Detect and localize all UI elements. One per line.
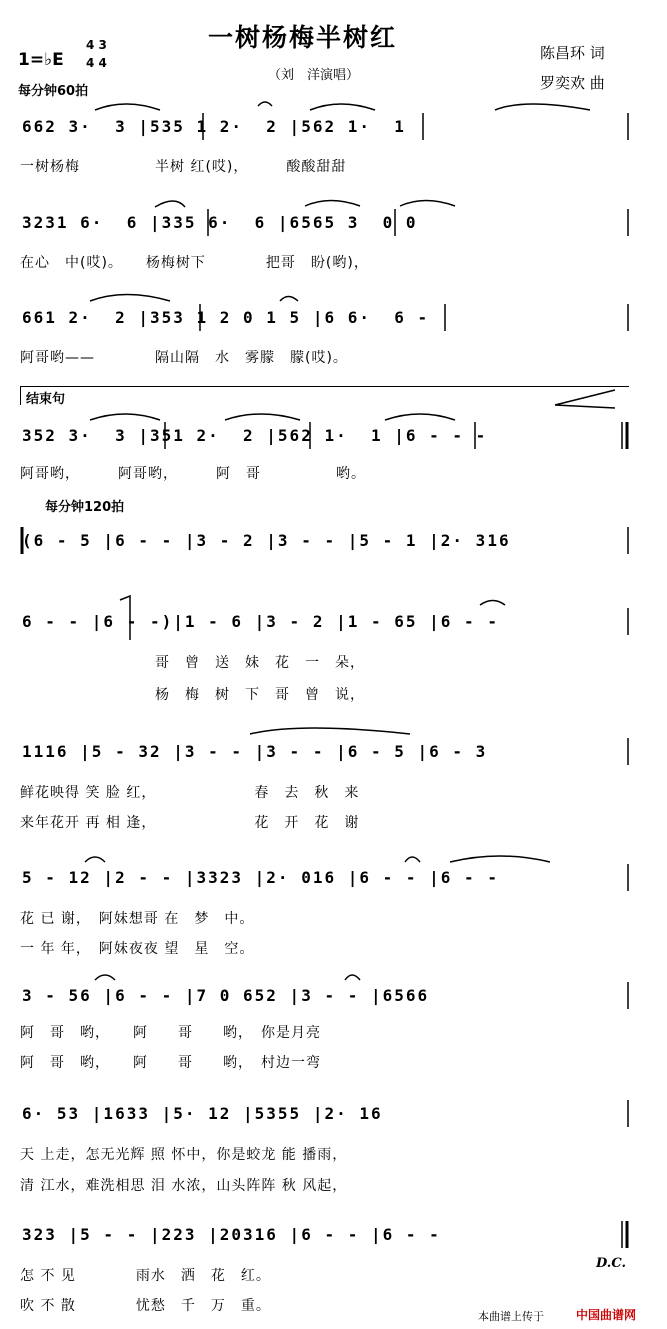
notation-line: 662 3· 3 |535 1 2· 2 |562 1· 1: [22, 117, 406, 136]
lyric-line: 天 上走，怎无光辉 照 怀中，你是蛟龙 能 播雨，: [20, 1147, 348, 1163]
tempo-marking: 每分钟120拍: [45, 500, 125, 515]
singer-credit: （刘 洋演唱）: [268, 68, 360, 83]
notation-line: 352 3· 3 |351 2· 2 |562 1· 1 |6 - - -: [22, 426, 488, 445]
song-title: 一树杨梅半树红: [208, 23, 398, 52]
notation-line: 1116 |5 - 32 |3 - - |3 - - |6 - 5 |6 - 3: [22, 742, 488, 761]
lyric-line: 阿哥哟—— 隔山隔 水 雾朦 朦(哎)。: [20, 350, 348, 366]
tempo-marking: 每分钟60拍: [18, 84, 89, 99]
notation-line: 6 - - |6 - -)|1 - 6 |3 - 2 |1 - 65 |6 - -: [22, 612, 499, 631]
lyric-line: 一 年 年， 阿妹夜夜 望 星 空。: [20, 941, 255, 957]
key-signature: 1=♭E: [18, 50, 64, 70]
lyric-line: 阿 哥 哟， 阿 哥 哟， 你是月亮: [20, 1025, 321, 1041]
time-signature-bottom: 4 4: [86, 56, 107, 70]
upload-note: 本曲谱上传于: [478, 1310, 544, 1323]
lyric-line: 清 江水，难洗相思 泪 水浓，山头阵阵 秋 风起，: [20, 1178, 348, 1194]
lyric-line: 哥 曾 送 妹 花 一 朵，: [20, 655, 365, 671]
lyric-line: 在心 中(哎)。 杨梅树下 把哥 盼(哟)，: [20, 255, 369, 271]
notation-line: 3231 6· 6 |335 6· 6 |6565 3 0 0: [22, 213, 418, 232]
lyric-line: 吹 不 散 忧愁 千 万 重。: [20, 1298, 271, 1314]
lyric-line: 一树杨梅 半树 红(哎)， 酸酸甜甜: [20, 159, 347, 175]
lyric-line: 杨 梅 树 下 哥 曾 说，: [20, 687, 365, 703]
lyric-line: 来年花开 再 相 逢， 花 开 花 谢: [20, 815, 360, 831]
notation-line: 3 - 56 |6 - - |7 0 652 |3 - - |6566: [22, 986, 430, 1005]
time-signature-top: 4 3: [86, 38, 107, 52]
ending-label: 结束句: [26, 392, 66, 407]
lyric-line: 阿哥哟， 阿哥哟， 阿 哥 哟。: [20, 466, 366, 482]
lyric-line: 花 已 谢， 阿妹想哥 在 梦 中。: [20, 911, 255, 927]
lyricist-credit: 陈昌环 词: [540, 44, 605, 62]
lyric-line: 怎 不 见 雨水 洒 花 红。: [20, 1268, 271, 1284]
notation-line: 5 - 12 |2 - - |3323 |2· 016 |6 - - |6 - -: [22, 868, 499, 887]
notation-line: 661 2· 2 |353 1 2 0 1 5 |6 6· 6 -: [22, 308, 430, 327]
site-logo: 中国曲谱网: [576, 1308, 637, 1322]
composer-credit: 罗奕欢 曲: [540, 74, 605, 92]
notation-line: (6 - 5 |6 - - |3 - 2 |3 - - |5 - 1 |2· 316: [22, 531, 511, 550]
lyric-line: 鲜花映得 笑 脸 红， 春 去 秋 来: [20, 785, 360, 801]
notation-line: 6· 53 |1633 |5· 12 |5355 |2· 16: [22, 1104, 383, 1123]
da-capo-marking: D.C.: [596, 1256, 626, 1271]
lyric-line: 阿 哥 哟， 阿 哥 哟， 村边一弯: [20, 1055, 321, 1071]
notation-line: 323 |5 - - |223 |20316 |6 - - |6 - -: [22, 1225, 441, 1244]
